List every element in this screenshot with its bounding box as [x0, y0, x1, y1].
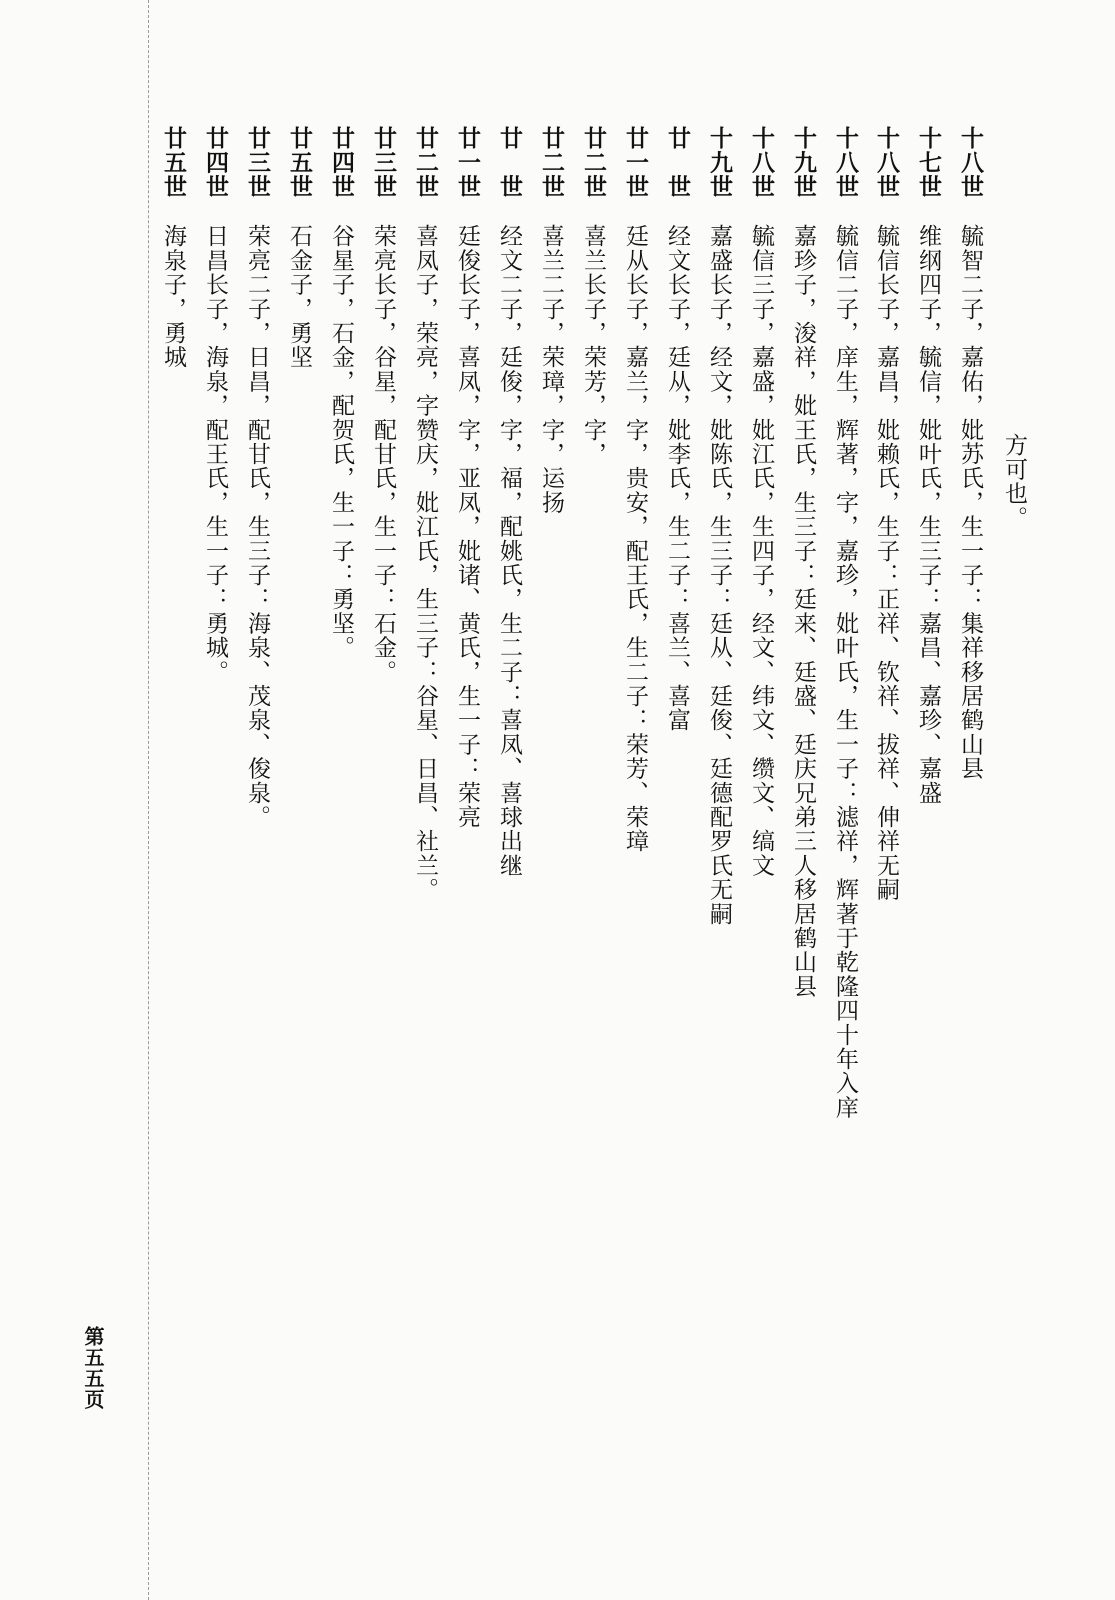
entry-text: 谷星子，石金，配贺氏，生一子：勇坚。	[328, 224, 354, 660]
entry-text: 荣亮二子，日昌，配甘氏，生三子：海泉、茂泉、俊泉。	[244, 224, 270, 829]
entry-text: 毓信二子，庠生，辉著，字，嘉珍，妣叶氏，生一子：滤祥，辉著于乾隆四十年入庠	[832, 224, 858, 1120]
generation-label: 廿二世	[412, 126, 439, 199]
entry-text: 廷俊长子，喜凤，字，亚凤，妣诸、黄氏，生一子：荣亮	[454, 224, 480, 829]
entry-text: 石金子，勇坚	[286, 224, 312, 370]
genealogy-entry	[531, 126, 571, 514]
entry-text: 喜兰长子，荣芳，字，	[580, 224, 606, 466]
entry-text: 荣亮长子，谷星，配甘氏，生一子：石金。	[370, 224, 396, 684]
generation-label: 十八世	[873, 126, 900, 199]
generation-label: 廿 世	[664, 126, 691, 199]
entry-text: 维纲四子，毓信，妣叶氏，生三子：嘉昌、嘉珍、嘉盛	[915, 224, 941, 805]
generation-label: 廿四世	[328, 126, 355, 199]
genealogy-entry	[699, 126, 739, 926]
entry-text: 日昌长子，海泉，配王氏，生一子：勇城。	[202, 224, 228, 684]
entry-text: 嘉盛长子，经文，妣陈氏，生三子：廷从、廷俊、廷德配罗氏无嗣	[706, 224, 732, 926]
generation-label: 廿三世	[370, 126, 397, 199]
generation-label: 廿 世	[496, 126, 523, 199]
page-number: 第五五页	[81, 1326, 105, 1410]
entry-text: 毓信三子，嘉盛，妣江氏，生四子，经文、纬文、缵文、缟文	[748, 224, 774, 878]
generation-label: 十九世	[790, 126, 817, 199]
genealogy-entry	[825, 126, 865, 1119]
entry-text: 毓智二子，嘉佑，妣苏氏，生一子：集祥移居鹤山县	[957, 224, 983, 781]
entry-text: 喜兰二子，荣璋，字，运扬	[538, 224, 564, 515]
generation-label: 廿四世	[202, 126, 229, 199]
generation-label: 廿一世	[454, 126, 481, 199]
generation-label: 十九世	[706, 126, 733, 199]
genealogy-entry	[363, 126, 403, 684]
genealogy-entry	[447, 126, 487, 829]
entry-text: 嘉珍子，浚祥，妣王氏，生三子：廷来、廷盛、廷庆兄弟三人移居鹤山县	[790, 224, 816, 999]
genealogy-entry	[405, 126, 445, 902]
genealogy-entry	[741, 126, 781, 877]
genealogy-entry	[321, 126, 361, 660]
genealogy-entry	[573, 126, 613, 466]
entry-text: 喜凤子，荣亮，字赞庆，妣江氏，生三子：谷星、日昌、社兰。	[412, 224, 438, 902]
genealogy-entry	[489, 126, 529, 877]
generation-label: 廿五世	[286, 126, 313, 199]
genealogy-entry	[950, 126, 990, 781]
genealogy-entry	[195, 126, 235, 684]
genealogy-entry	[153, 126, 193, 369]
genealogy-entry	[657, 126, 697, 732]
genealogy-entry	[279, 126, 319, 369]
entry-text: 海泉子，勇城	[160, 224, 186, 370]
generation-label: 廿二世	[580, 126, 607, 199]
generation-label: 十八世	[832, 126, 859, 199]
entry-text: 经文长子，廷从，妣李氏，生二子：喜兰、喜富	[664, 224, 690, 733]
generation-label: 廿二世	[538, 126, 565, 199]
genealogy-entry	[908, 126, 948, 805]
generation-label: 十八世	[748, 126, 775, 199]
entry-text: 廷从长子，嘉兰，字，贵安，配王氏，生二子：荣芳、荣璋	[622, 224, 648, 854]
entry-text: 毓信长子，嘉昌，妣赖氏，生子：正祥、钦祥、拔祥、伸祥无嗣	[873, 224, 899, 902]
entry-text: 经文二子，廷俊，字，福，配姚氏，生二子：喜凤、喜球出继	[496, 224, 522, 878]
genealogy-entry	[866, 126, 906, 902]
genealogy-entry	[783, 126, 823, 998]
generation-label: 廿三世	[244, 126, 271, 199]
genealogy-entry	[237, 126, 277, 829]
generation-label: 廿五世	[160, 126, 187, 199]
genealogy-entry	[615, 126, 655, 853]
generation-label: 廿一世	[622, 126, 649, 199]
binding-margin-line	[148, 0, 149, 1600]
generation-label: 十七世	[915, 126, 942, 199]
generation-label: 十八世	[957, 126, 984, 199]
preface-line: 方可也。	[1001, 433, 1027, 530]
